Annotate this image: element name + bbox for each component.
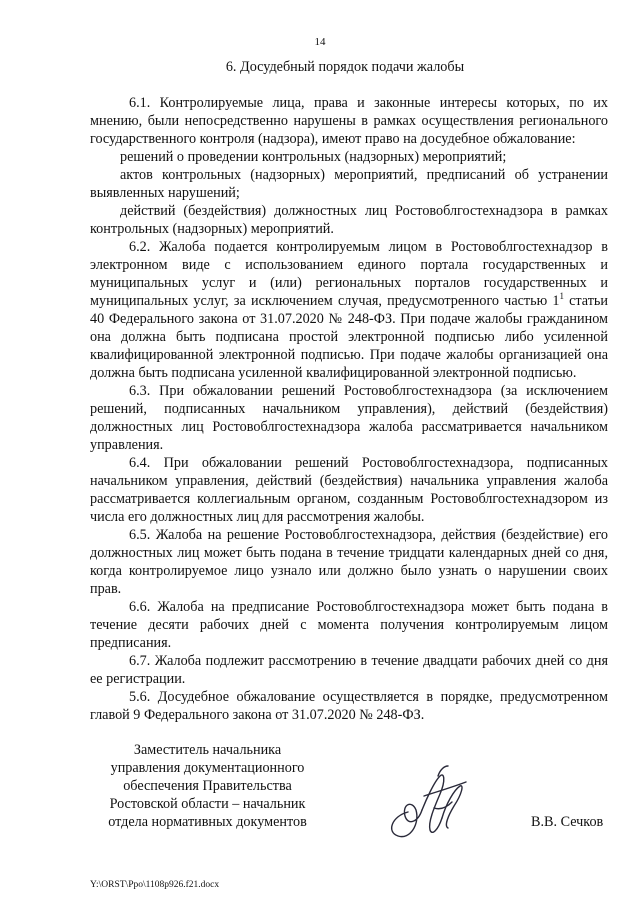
paragraph-6-4: 6.4. При обжаловании решений Ростовоблгостехнадзора, подписанных начальником управления, действий (бездействия) начальника управления жалоба рассматривается коллегиальным органом, созданным Ростовоблгостехнадзором из числа его должностных лиц для рассмотрения жалобы. (90, 455, 608, 525)
document-body (90, 94, 608, 724)
signer-name: В.В. Сечков (531, 814, 604, 830)
paragraph-6-5: 6.5. Жалоба на решение Ростовоблгостехнадзора, действия (бездействие) его должностных лиц может быть подана в течение тридцати календарных дней со дня, когда контролируемое лицо узнало или должно было узнать о нарушении своих прав. (90, 527, 608, 597)
paragraph-6-3: 6.3. При обжаловании решений Ростовоблгостехнадзора (за исключением решений, подписанных начальником управления), действий (бездействия) должностных лиц Ростовоблгостехнадзора жалоба рассматривается начальником управления. (90, 383, 608, 453)
paragraph-6-2-end: статьи 40 Федерального закона от 31.07.2020 № 248-ФЗ. При подаче жалобы гражданином она должна быть подписана простой электронной подписью либо усиленной квалифицированной электронной подписью. При подаче жалобы организацией она должна быть подписана усиленной квалифицированной электронной подписью. (90, 293, 608, 381)
paragraph-6-1: 6.1. Контролируемые лица, права и законные интересы которых, по их мнению, были непосредственно нарушены в рамках осуществления регионального государственного контроля (надзора), имеют право на досудебное обжалование: (90, 95, 608, 147)
footnote-superscript: 1 (559, 291, 564, 301)
signatory-title-line: обеспечения Правительства (123, 778, 292, 794)
paragraph-6-2 (90, 238, 608, 382)
signatory-title-line: Заместитель начальника (133, 742, 282, 758)
page-number: 14 (314, 36, 326, 48)
paragraph-6-6: 6.6. Жалоба на предписание Ростовоблгостехнадзора может быть подана в течение десяти рабочих дней с момента получения контролируемым лицом предписания. (90, 599, 608, 651)
signatory-title-line: Ростовской области – начальник (109, 796, 306, 812)
signatory-title (95, 741, 320, 831)
paragraph-5-6: 5.6. Досудебное обжалование осуществляется в порядке, предусмотренном главой 9 Федерального закона от 31.07.2020 № 248-ФЗ. (90, 689, 608, 723)
signatory-title-line: управления документационного (110, 760, 305, 776)
handwritten-signature (378, 760, 473, 845)
list-item: действий (бездействия) должностных лиц Ростовоблгостехнадзора в рамках контрольных (надзорных) мероприятий. (90, 203, 608, 237)
paragraph-6-7: 6.7. Жалоба подлежит рассмотрению в течение двадцати рабочих дней со дня ее регистрации. (90, 653, 608, 687)
list-item: актов контрольных (надзорных) мероприятий, предписаний об устранении выявленных нарушений; (90, 167, 608, 201)
file-path: Y:\ORST\Ppo\1108p926.f21.docx (90, 880, 220, 890)
signatory-title-line: отдела нормативных документов (108, 814, 307, 830)
paragraph-6-2-start: 6.2. Жалоба подается контролируемым лицом в Ростовоблгостехнадзор в электронном виде с использованием единого портала государственных и муниципальных услуг и (или) региональных порталов государственных и муниципальных услуг, за исключением случая, предусмотренного частью 1 (90, 239, 608, 309)
list-item: решений о проведении контрольных (надзорных) мероприятий; (120, 149, 507, 165)
section-title: 6. Досудебный порядок подачи жалобы (225, 59, 465, 75)
